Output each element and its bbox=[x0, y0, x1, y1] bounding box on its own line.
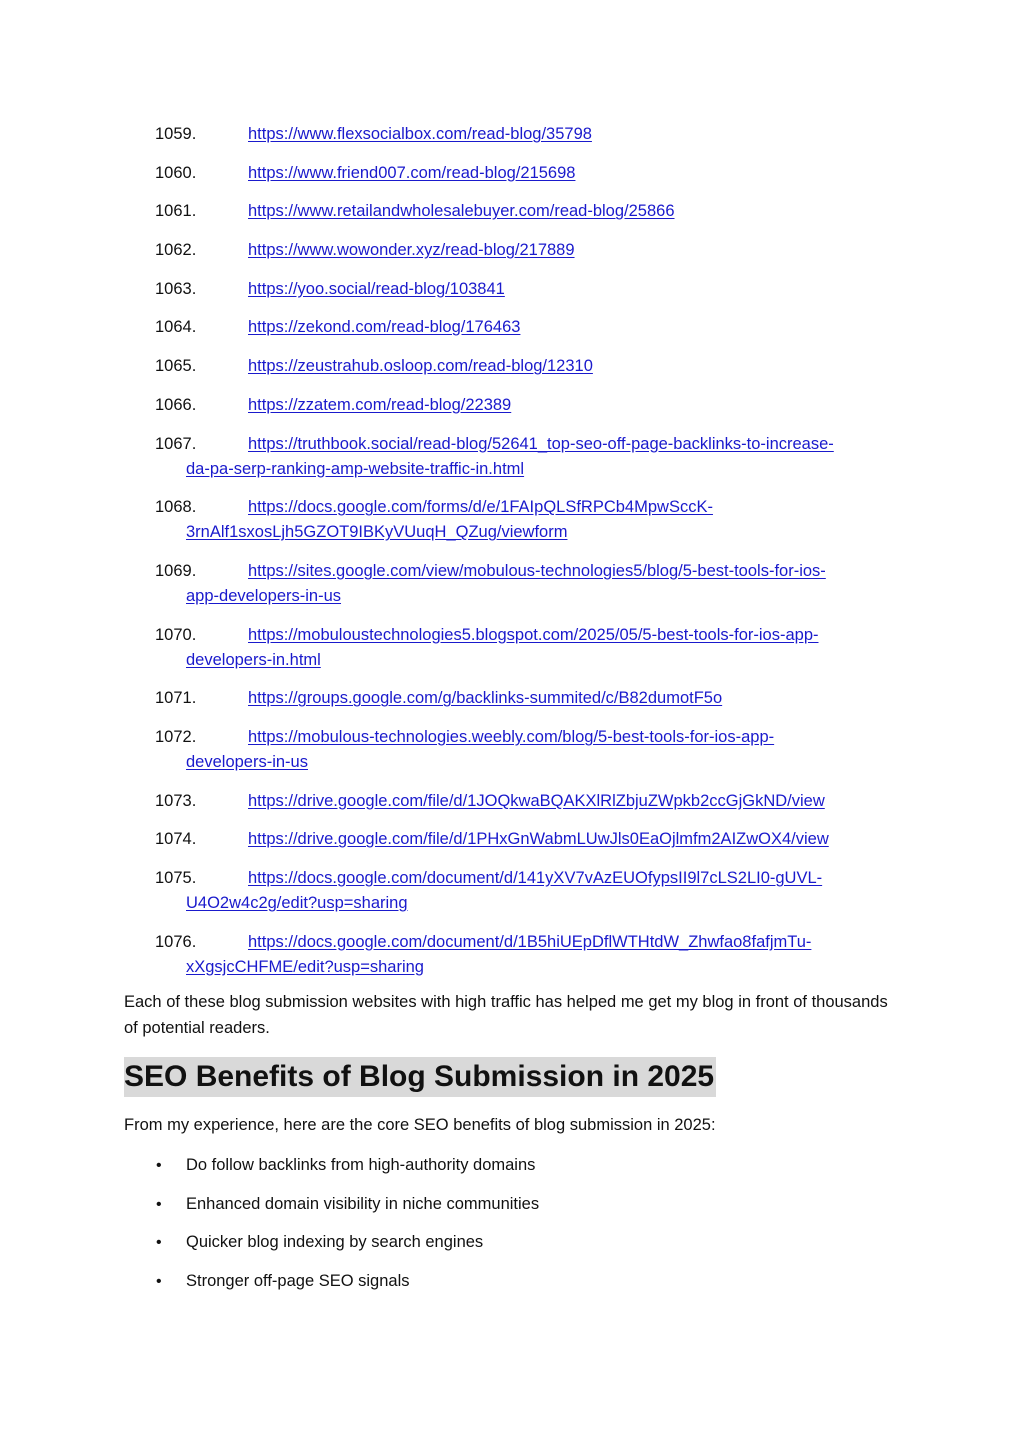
backlink-url[interactable] bbox=[248, 435, 834, 453]
link-list-item bbox=[124, 277, 894, 302]
backlink-url-continued[interactable]: developers-in.html bbox=[186, 650, 321, 669]
link-list-item bbox=[124, 238, 894, 263]
backlink-url[interactable] bbox=[248, 792, 825, 810]
backlink-url[interactable] bbox=[248, 241, 575, 259]
backlink-url[interactable] bbox=[248, 164, 575, 182]
summary-paragraph: Each of these blog submission websites with high traffic has helped me get my blog in front of thousands of potential readers. bbox=[124, 993, 888, 1037]
item-number: 1063. bbox=[155, 279, 197, 298]
url-line: https://www.retailandwholesalebuyer.com/read-blog/25866 bbox=[248, 202, 675, 221]
link-list-item bbox=[124, 393, 894, 418]
link-list-item bbox=[124, 930, 894, 980]
item-number: 1060. bbox=[155, 163, 197, 182]
item-number: 1061. bbox=[155, 202, 197, 221]
benefit-item bbox=[124, 1269, 894, 1294]
url-line: https://docs.google.com/document/d/1B5hiUEpDflWTHtdW_Zhwfao8fafjmTu- bbox=[248, 932, 812, 951]
item-number: 1071. bbox=[155, 689, 197, 708]
benefit-text: Enhanced domain visibility in niche communities bbox=[186, 1194, 540, 1213]
url-line: https://zekond.com/read-blog/176463 bbox=[248, 318, 521, 337]
item-number: 1075. bbox=[155, 869, 197, 887]
document-content bbox=[124, 122, 894, 1308]
link-list-item bbox=[124, 686, 894, 711]
backlink-url[interactable] bbox=[248, 357, 593, 375]
link-list-item bbox=[124, 354, 894, 379]
benefit-text: Stronger off-page SEO signals bbox=[186, 1271, 410, 1290]
backlink-url[interactable] bbox=[248, 830, 829, 848]
url-line: https://truthbook.social/read-blog/52641_top-seo-off-page-backlinks-to-increase- bbox=[248, 434, 834, 453]
item-number: 1066. bbox=[155, 395, 197, 414]
link-list-item bbox=[124, 432, 894, 482]
benefits-list bbox=[124, 1153, 894, 1294]
backlink-url[interactable] bbox=[248, 728, 774, 746]
item-number: 1074. bbox=[155, 830, 197, 849]
benefit-item bbox=[124, 1192, 894, 1217]
backlink-list bbox=[124, 122, 894, 980]
url-line: https://www.wowonder.xyz/read-blog/217889 bbox=[248, 241, 575, 260]
backlink-url-continued[interactable]: app-developers-in-us bbox=[186, 586, 342, 605]
backlink-url[interactable] bbox=[248, 280, 505, 298]
link-list-item bbox=[124, 122, 894, 147]
link-list-item bbox=[124, 827, 894, 852]
url-line: https://docs.google.com/document/d/141yXV7vAzEUOfypsII9l7cLS2LI0-gUVL- bbox=[248, 869, 823, 887]
url-line: https://zeustrahub.osloop.com/read-blog/12310 bbox=[248, 357, 593, 376]
benefit-item bbox=[124, 1153, 894, 1178]
url-line: https://drive.google.com/file/d/1JOQkwaBQAKXlRlZbjuZWpkb2ccGjGkND/view bbox=[248, 791, 825, 810]
link-list-item bbox=[124, 866, 894, 916]
url-line: https://mobulous-technologies.weebly.com/blog/5-best-tools-for-ios-app- bbox=[248, 727, 775, 746]
link-list-item bbox=[124, 161, 894, 186]
backlink-url[interactable] bbox=[248, 498, 713, 516]
url-line: https://groups.google.com/g/backlinks-summited/c/B82dumotF5o bbox=[248, 689, 723, 708]
backlink-url[interactable] bbox=[248, 689, 722, 707]
url-line: https://zzatem.com/read-blog/22389 bbox=[248, 395, 512, 414]
url-line: https://sites.google.com/view/mobulous-technologies5/blog/5-best-tools-for-ios- bbox=[248, 561, 826, 580]
backlink-url[interactable] bbox=[248, 562, 826, 580]
url-line: https://mobuloustechnologies5.blogspot.com/2025/05/5-best-tools-for-ios-app- bbox=[248, 625, 819, 644]
item-number: 1073. bbox=[155, 791, 197, 810]
bullet-icon: • bbox=[156, 1195, 162, 1213]
item-number: 1070. bbox=[155, 625, 197, 644]
bullet-icon: • bbox=[156, 1156, 162, 1174]
item-number: 1059. bbox=[155, 125, 197, 143]
url-line: https://www.flexsocialbox.com/read-blog/35798 bbox=[248, 125, 592, 143]
benefit-text: Quicker blog indexing by search engines bbox=[186, 1233, 484, 1252]
item-number: 1069. bbox=[155, 561, 197, 580]
item-number: 1065. bbox=[155, 357, 197, 376]
backlink-url[interactable] bbox=[248, 626, 819, 644]
backlink-url-continued[interactable]: U4O2w4c2g/edit?usp=sharing bbox=[186, 894, 408, 912]
item-number: 1076. bbox=[155, 932, 197, 951]
link-list-item bbox=[124, 789, 894, 814]
bullet-icon: • bbox=[156, 1234, 162, 1252]
benefit-text: Do follow backlinks from high-authority domains bbox=[186, 1155, 536, 1174]
backlink-url[interactable] bbox=[248, 869, 822, 887]
backlink-url-continued[interactable]: developers-in-us bbox=[186, 752, 308, 771]
url-line: https://docs.google.com/forms/d/e/1FAIpQLSfRPCb4MpwSccK- bbox=[248, 498, 713, 517]
backlink-url-continued[interactable]: xXgsjcCHFME/edit?usp=sharing bbox=[186, 957, 424, 976]
url-line: https://yoo.social/read-blog/103841 bbox=[248, 279, 505, 298]
url-line: https://www.friend007.com/read-blog/215698 bbox=[248, 163, 576, 182]
link-list-item bbox=[124, 199, 894, 224]
intro-paragraph: From my experience, here are the core SEO benefits of blog submission in 2025: bbox=[124, 1116, 716, 1135]
item-number: 1068. bbox=[155, 498, 197, 517]
url-line: https://drive.google.com/file/d/1PHxGnWabmLUwJls0EaOjlmfm2AIZwOX4/view bbox=[248, 830, 829, 849]
backlink-url-continued[interactable]: 3rnAlf1sxosLjh5GZOT9IBKyVUuqH_QZug/viewform bbox=[186, 523, 568, 542]
backlink-url[interactable] bbox=[248, 933, 811, 951]
backlink-url[interactable] bbox=[248, 318, 520, 336]
benefit-item bbox=[124, 1230, 894, 1255]
link-list-item bbox=[124, 315, 894, 340]
backlink-url[interactable] bbox=[248, 396, 511, 414]
item-number: 1072. bbox=[155, 727, 197, 746]
item-number: 1064. bbox=[155, 318, 197, 337]
link-list-item bbox=[124, 495, 894, 545]
section-heading: SEO Benefits of Blog Submission in 2025 bbox=[124, 1057, 716, 1097]
bullet-icon: • bbox=[156, 1272, 162, 1290]
link-list-item bbox=[124, 559, 894, 609]
link-list-item bbox=[124, 725, 894, 775]
backlink-url[interactable] bbox=[248, 202, 675, 220]
backlink-url-continued[interactable]: da-pa-serp-ranking-amp-website-traffic-in.html bbox=[186, 459, 525, 478]
item-number: 1067. bbox=[155, 434, 197, 453]
item-number: 1062. bbox=[155, 241, 197, 260]
backlink-url[interactable] bbox=[248, 125, 592, 143]
link-list-item bbox=[124, 623, 894, 673]
